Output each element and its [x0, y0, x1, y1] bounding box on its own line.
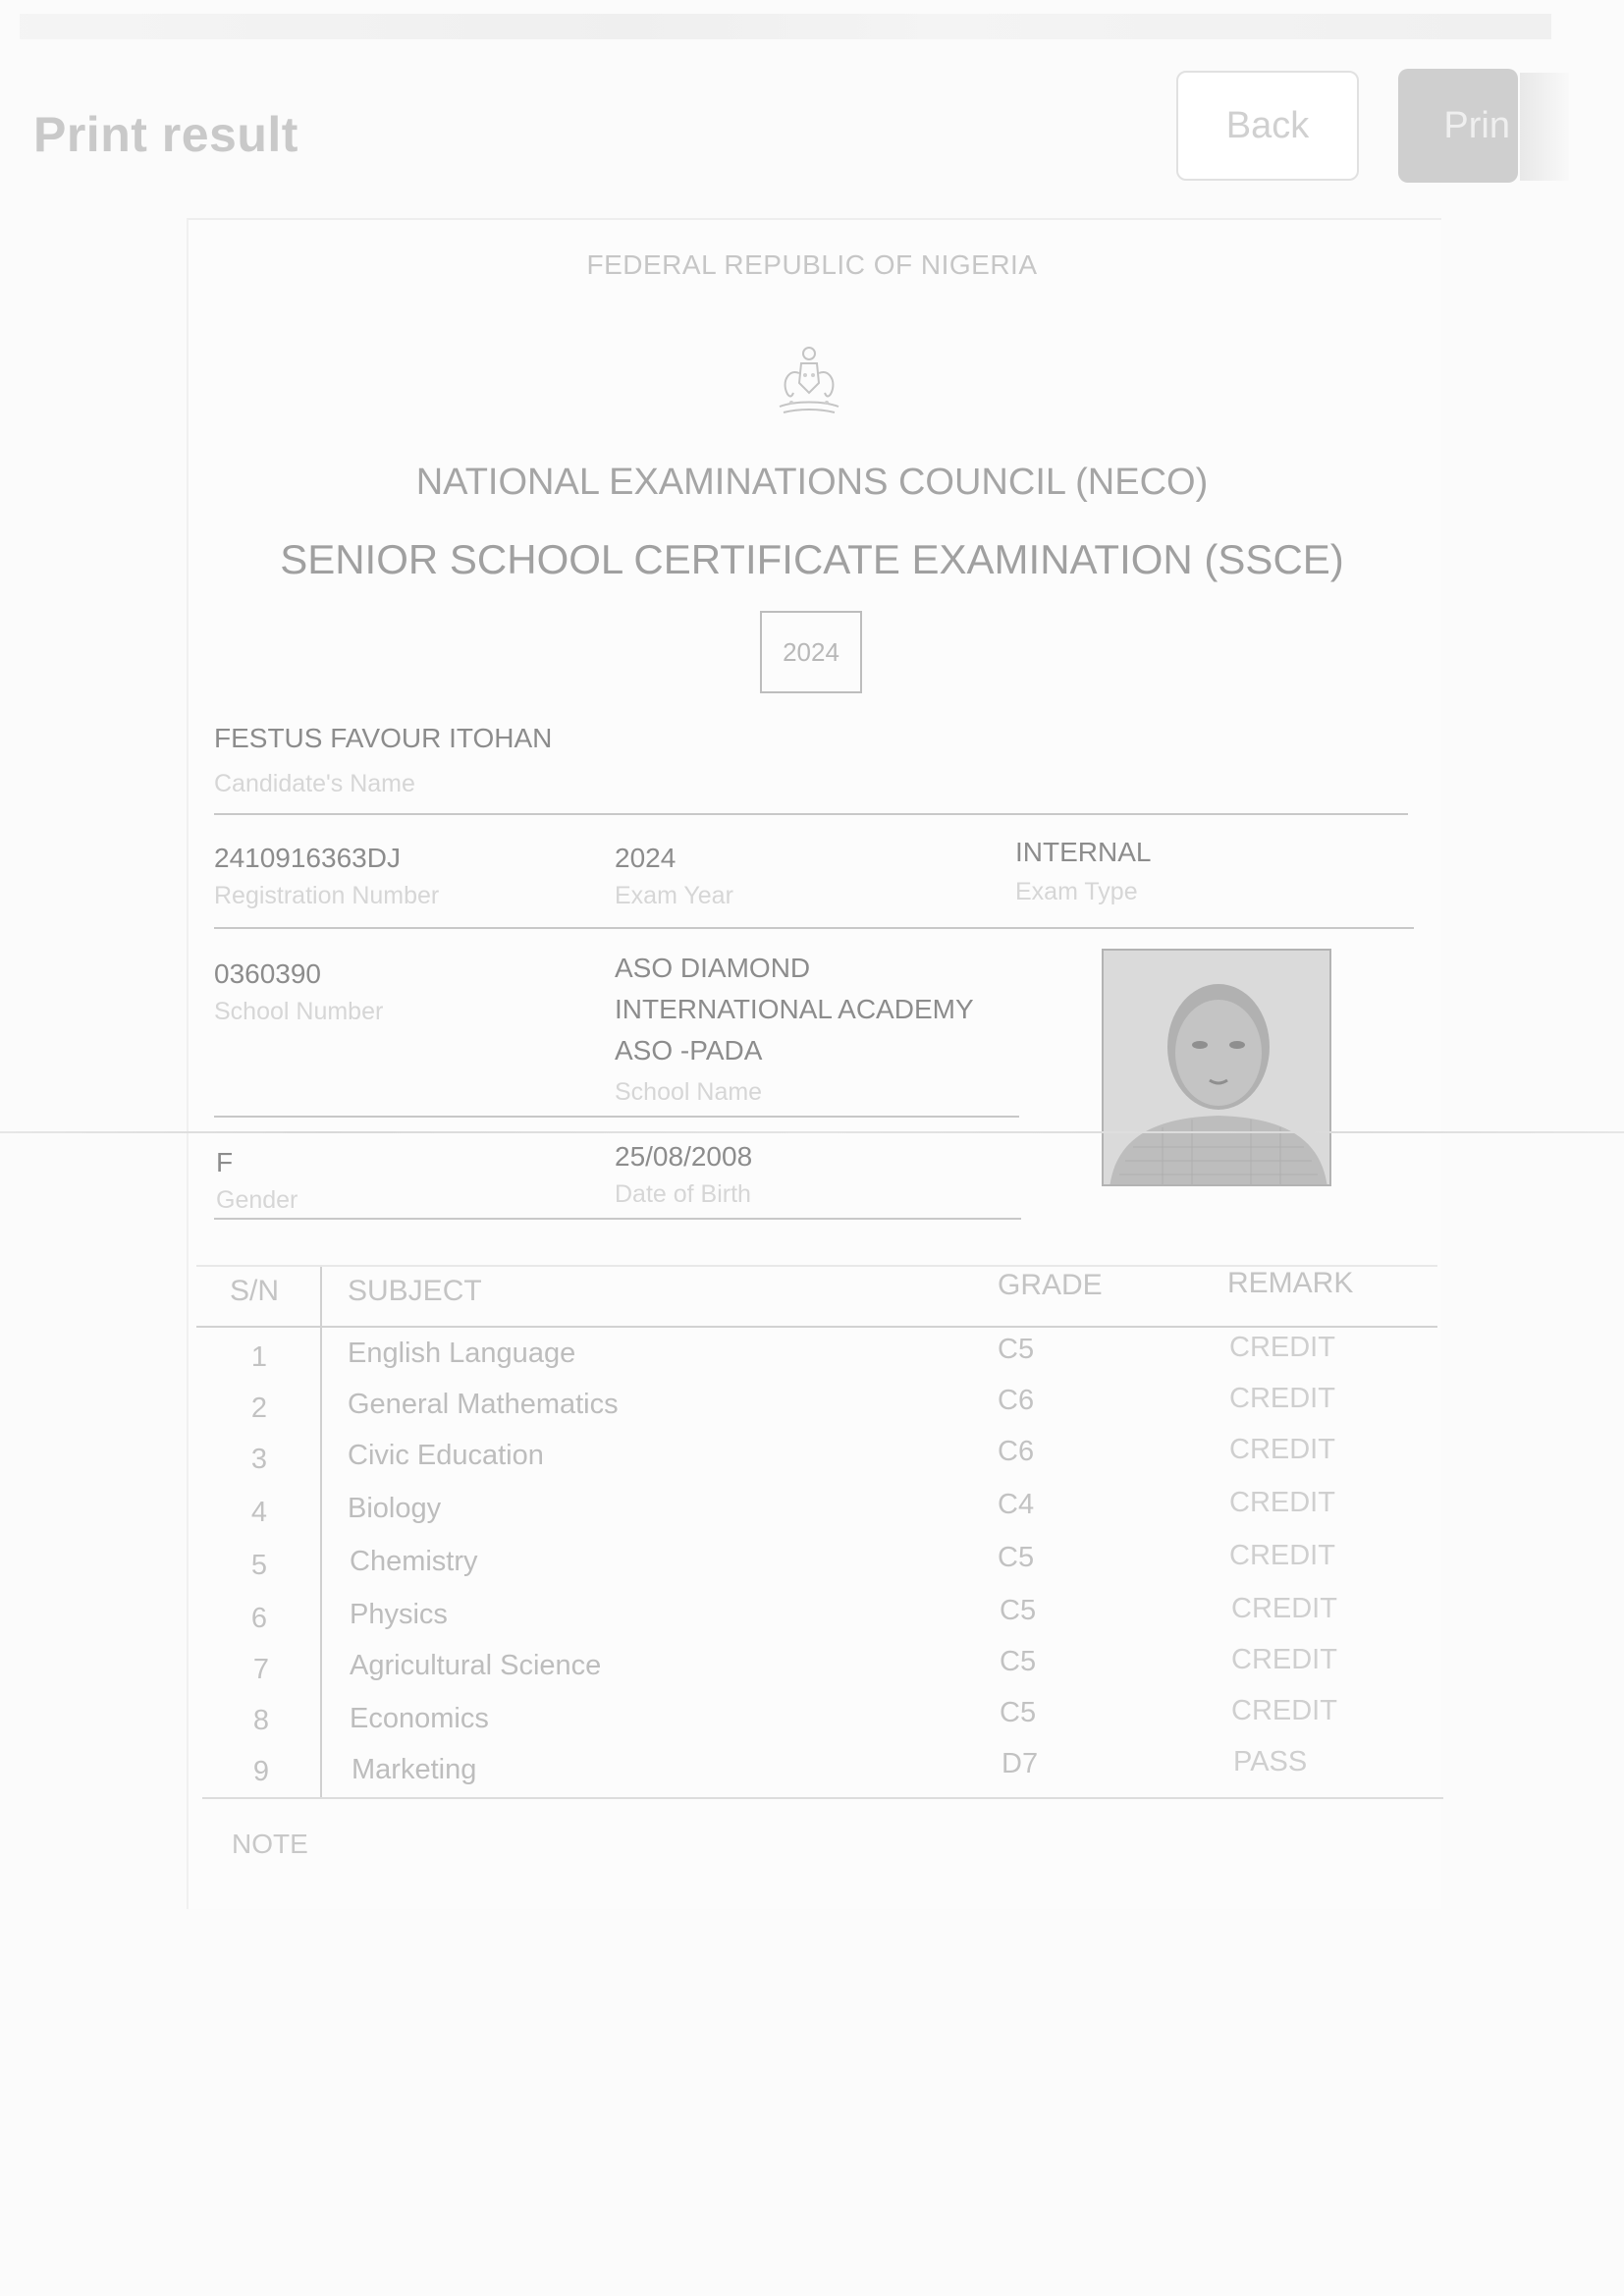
cell-sn: 9 [252, 1756, 270, 1787]
person-icon [1104, 951, 1331, 1186]
school-name-label: School Name [615, 1078, 763, 1106]
cell-sn: 8 [252, 1705, 270, 1736]
country-heading: FEDERAL REPUBLIC OF NIGERIA [586, 249, 1038, 280]
cell-sn: 3 [250, 1444, 268, 1475]
cell-sn: 2 [250, 1393, 268, 1424]
registration-number-label: Registration Number [214, 882, 440, 909]
divider [214, 813, 1408, 815]
cell-grade: C5 [998, 1542, 1035, 1573]
coat-of-arms-icon [762, 344, 856, 418]
table-header-border [196, 1326, 1437, 1328]
divider [214, 927, 1414, 929]
cell-remark: CREDIT [1229, 1540, 1335, 1571]
header-subject: SUBJECT [348, 1275, 482, 1307]
cell-remark: CREDIT [1231, 1695, 1337, 1726]
school-name-line-1: ASO DIAMOND [615, 953, 811, 983]
cell-sn: 1 [250, 1341, 268, 1373]
school-number-value: 0360390 [214, 958, 322, 989]
exam-type-value: INTERNAL [1015, 837, 1152, 867]
cell-grade: C6 [998, 1385, 1035, 1416]
cell-grade: C5 [998, 1334, 1035, 1365]
cell-sn: 4 [250, 1497, 268, 1528]
cell-subject: Economics [350, 1703, 489, 1734]
header-grade: GRADE [998, 1269, 1103, 1301]
school-name-line-3: ASO -PADA [615, 1035, 763, 1066]
note-label: NOTE [232, 1829, 308, 1859]
cell-sn: 5 [250, 1550, 268, 1581]
cell-grade: C5 [1000, 1646, 1037, 1677]
cell-remark: CREDIT [1229, 1332, 1335, 1363]
school-name-line-2: INTERNATIONAL ACADEMY [615, 994, 974, 1024]
browser-header-bar [20, 14, 1551, 39]
paper-fold-line [0, 1131, 1624, 1133]
council-heading: NATIONAL EXAMINATIONS COUNCIL (NECO) [415, 462, 1209, 503]
cell-sn: 7 [252, 1654, 270, 1685]
date-of-birth-value: 25/08/2008 [615, 1141, 753, 1172]
cell-remark: PASS [1233, 1746, 1308, 1777]
cell-subject: Marketing [352, 1754, 477, 1785]
cell-grade: C6 [998, 1436, 1035, 1467]
cell-subject: Chemistry [350, 1546, 478, 1577]
back-button[interactable]: Back [1176, 71, 1359, 181]
exam-heading: SENIOR SCHOOL CERTIFICATE EXAMINATION (SSCE) [280, 536, 1344, 582]
school-number-label: School Number [214, 998, 384, 1025]
cell-subject: Physics [350, 1599, 448, 1630]
cell-grade: C5 [1000, 1595, 1037, 1626]
header-remark: REMARK [1227, 1267, 1354, 1299]
cell-subject: Agricultural Science [350, 1650, 602, 1681]
table-column-divider [320, 1267, 322, 1799]
candidate-name-label: Candidate's Name [214, 770, 415, 797]
cell-remark: CREDIT [1231, 1644, 1337, 1675]
cell-subject: Civic Education [348, 1440, 544, 1471]
cell-grade: C4 [998, 1489, 1035, 1520]
cell-subject: General Mathematics [348, 1389, 619, 1420]
print-button[interactable]: Prin [1398, 69, 1518, 183]
candidate-photo [1102, 949, 1331, 1186]
cell-sn: 6 [250, 1603, 268, 1634]
gender-value: F [216, 1147, 234, 1177]
header-sn: S/N [230, 1275, 280, 1307]
gender-label: Gender [216, 1186, 298, 1214]
cell-subject: English Language [348, 1338, 576, 1369]
page-title: Print result [33, 107, 298, 162]
cell-remark: CREDIT [1229, 1487, 1335, 1518]
cell-grade: D7 [1001, 1748, 1039, 1779]
cell-grade: C5 [1000, 1697, 1037, 1728]
cell-remark: CREDIT [1229, 1434, 1335, 1465]
exam-year-label: Exam Year [615, 882, 733, 909]
year-badge: 2024 [760, 611, 862, 693]
exam-type-label: Exam Type [1015, 878, 1138, 905]
divider [214, 1218, 1021, 1220]
print-button-edge [1520, 73, 1569, 181]
exam-year-value: 2024 [615, 843, 677, 873]
registration-number-value: 2410916363DJ [214, 843, 401, 873]
candidate-name-value: FESTUS FAVOUR ITOHAN [214, 723, 553, 753]
date-of-birth-label: Date of Birth [615, 1180, 751, 1208]
divider [214, 1116, 1019, 1118]
table-bottom-border [202, 1797, 1443, 1799]
cell-remark: CREDIT [1231, 1593, 1337, 1624]
cell-remark: CREDIT [1229, 1383, 1335, 1414]
cell-subject: Biology [348, 1493, 442, 1524]
